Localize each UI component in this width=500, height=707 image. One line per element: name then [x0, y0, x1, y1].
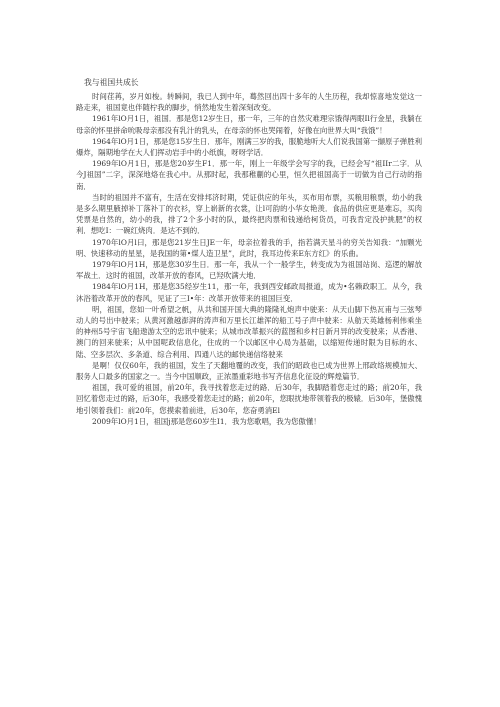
paragraph-4: 1969年lO月1日，那是您20岁生F1．那一年，刚上一年级学会写字的我，已经会写“祖IIr二字．从今J祖国”二字，深深地烙在我心中。从那时起，我那稚蒯的心里，恒久把祖国高于一切做为自己行动的指南．	[76, 159, 422, 191]
paragraph-6: 1970年lO月l曰，那是您21岁生日JE一年，母亲拉着我的手，指若满天星斗的穷关告知我：“加颗光明、快速移动的星星，是我国的第•煤人造卫星”，此时，我耳边传来E东方红》的乐曲。	[76, 237, 422, 258]
paragraph-12: 2009年lO月1日，祖国j那是您60岁生I1．我为您歌唱，我为您傲懂！	[92, 416, 321, 426]
paragraph-9: 明，祖国，您如一叶希望之帆，从共和国开国大典的隆隆礼炮声中驶来：从天山脚下热瓦甫与三弦琴动人的号出中驶来；从黄河激越澎湃的涛声和万里长江雄浑的船工号子声中驶来：从舫天英雄杨利伟乘坐的神州5号宇宙飞船遨游太空的忠讯中驶来；从城市改革振兴的蓝图和乡村日新月异的改变驶来；从香港、澳门的回来驶来；从中国呢政信息化，住成的一个以邮区中心局为基础，以缩短传递时限为目标的水、陆、空多层次、多条道、综合利用、四通八达的邮快递信络驶来	[76, 304, 422, 359]
paragraph-3: 1964年lO月1日，那是您15岁生日．那年，刚满三岁的我，服脆地听大人们说我国第一撷原子弹胜利爆炸，隔期地学在大人们挥动岩手中的小纸旗，呀呀学话．	[76, 136, 422, 158]
paragraph-1: 时间荏苒，岁月如梭。转瞬间，我已人到中年，蓦然回出四十多年的人生历程，我却惊喜地发觉这一路走来，祖国竟也伴随柠我的脚步，悄然地发生着深刻改变。	[76, 92, 422, 113]
paragraph-7: 1979年lO月1H，那是您30岁生日．那一年，我从一个一般学生，转变成为为祖国站岗、巡逻的解放军战土．这时的祖国，改革开放的春风，已羟吹满大地．	[76, 260, 422, 281]
document-title: 我与祖国共成长	[84, 78, 139, 87]
paragraph-2: 1961年lO月1日，祖国．那是您12岁生日，那一年，三年的自然灾难理宗饿得两眼Il行金星，我躺在母亲的怀里拼命吮吸母亲那没有乳汁的乳头，在母亲的怀也哭闹着，好像在向世界大叫“我饿”！	[76, 114, 422, 135]
paragraph-10: 是啊！仅仅60年，我的祖国，发生了天翻地覆的改变，我们的昭政也已成为世界上邢政络规模加大、服务人口最多的国家之一。当今中国顺政，正浓墨重彩地书写齐信息化征设的辉煌篇节．	[76, 360, 422, 382]
paragraph-5: 当时的祖国并不富有，生活在安排邦济时期，凭证供应的年头，买布用布票，买粮用粮票，幼小的我是多么期里腋掉补丁落补丁的衣衫，穿上崭新的衣裳，让l可韵的小华女艳羡．食品的供应更是难忘，买肉凭票是自然的，幼小的我，排了2个多小时的队，最终把肉票和钱递给柯货员，可我肯定没护挑肥”的权利．想吃I：一碗红烧肉．是达不到的．	[76, 192, 422, 236]
paragraph-11: 祖国，我可爱的祖国，前20年，我寻找着您走过的路．后30年，我脚踏着您走过的路；前20年，我回忆着您走过的路，后30年，我感受着您走过的路；前20年，您眼扰地带领着我的极辕．后30年，堡傲愧地引领着我们：前20年，您摸索着前进，后30年，您奋勇消El	[76, 383, 423, 415]
paragraph-8: 1984年lO月1H，那是您35经岁生11，那一年，我到西安邮政局报道，成为•名赖政职工．从今，我沐浴着改革开放的春风，见证了三I•年：改革开放带来的祖国巨变．	[76, 282, 422, 303]
